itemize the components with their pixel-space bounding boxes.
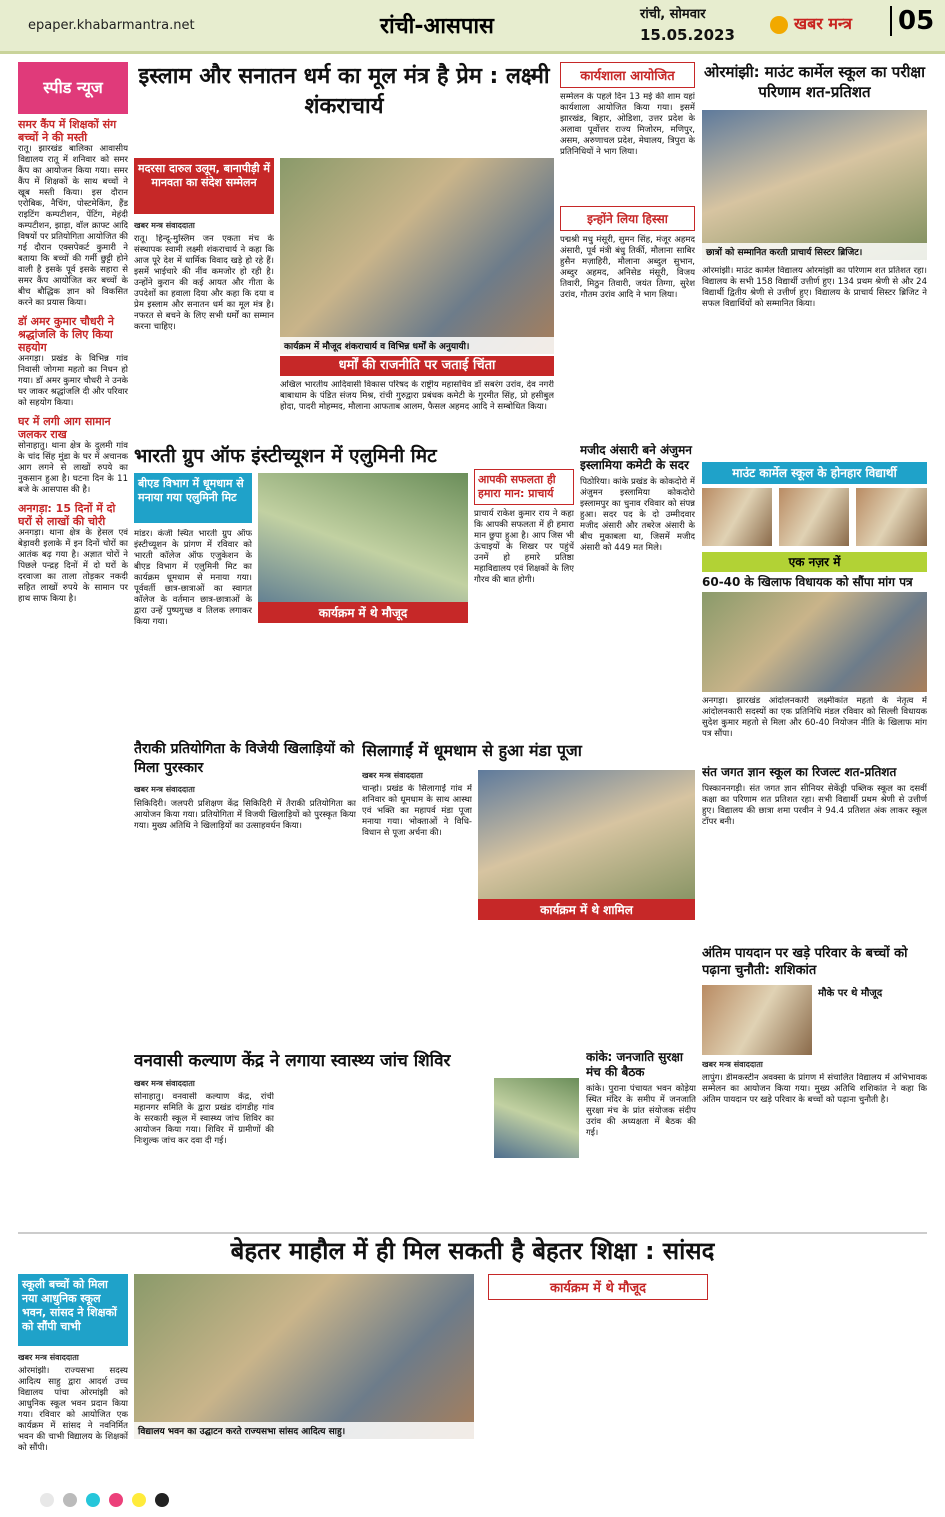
- kanke-headline: कांके: जनजाति सुरक्षा मंच की बैठक: [586, 1050, 683, 1079]
- bharti-body: मांडर। कंजी स्थित भारती ग्रुप ऑफ इंस्टीच्यूशन के प्रांगण में रविवार को भारती कॉलेज ऑफ एजुकेशन के बीएड विभाग में एलुमिनी मिट का कार्यक्रम धूमधाम से मनाया गया। पूर्ववर्ती छात्र-छात्राओं का स्वागत कॉलेज के वर्तमान छात्र-छात्राओं के द्वारा उन्हें पुष्पगुच्छ व तिलक लगाकर किया गया।: [134, 529, 252, 627]
- antim-byline: खबर मन्त्र संवाददाता: [702, 1060, 763, 1069]
- kanke-body: कांके। पुराना पंचायत भवन कोड़ेया स्थित मंदिर के समीप में जनजाति सुरक्षा मंच के प्रांत संयोजक संदीप उरांव की अध्यक्षता में बैठक की गई।: [586, 1084, 696, 1138]
- photo-caption: कार्यक्रम में मौजूद शंकराचार्य व विभिन्न धर्मों के अनुयायी।: [280, 337, 554, 354]
- antim-headline: अंतिम पायदान पर खड़े परिवार के बच्चों को पढ़ाना चुनौती: शशिकांत: [702, 946, 908, 978]
- ek-nazar-story: [702, 552, 927, 757]
- section-title: रांची-आसपास: [380, 14, 494, 39]
- saansad-headline: बेहतर माहौल में ही मिल सकती है बेहतर शिक्षा : सांसद: [230, 1237, 715, 1265]
- registration-dot: [109, 1493, 123, 1507]
- saansad-subhead: स्कूली बच्चों को मिला नया आधुनिक स्कूल भवन, सांसद ने शिक्षकों को सौंपी चाभी: [18, 1274, 128, 1346]
- speed-news-column: [18, 62, 128, 1232]
- toppers-banner: माउंट कार्मेल स्कूल के होनहार विद्यार्थी: [702, 462, 927, 484]
- vanvasi-photo: [494, 1078, 579, 1158]
- registration-dot: [63, 1493, 77, 1507]
- lead-body: रातू। हिन्दू-मुस्लिम जन एकता मंच के संस्थापक स्वामी लक्ष्मी शंकराचार्य ने कहा कि आज पूरे देश में धार्मिक विवाद खड़े हो रहे हैं। इसमें भाईचारे की नींव कमजोर हो रही है। उन्होंने कुरान की कई आयत और गीता के उपदेशों का हवाला दिया और कहा कि दया व प्रेम इस्लाम और सनातन धर्म का मूल मंत्र है। नफरत से बचने के लिए सभी धर्मों का सम्मान करना चाहिए।: [134, 234, 274, 332]
- workshop-tag: कार्यशाला आयोजित: [560, 62, 695, 88]
- manda-photo: [478, 770, 695, 920]
- registration-dot: [155, 1493, 169, 1507]
- registration-dot: [40, 1493, 54, 1507]
- antim-photo: [702, 985, 812, 1055]
- nazar-photo: [702, 592, 927, 692]
- bharti-headline: भारती ग्रुप ऑफ इंस्टीच्यूशन में एलुमिनी मिट: [134, 445, 437, 467]
- speed-news-title: घर में लगी आग सामान जलकर राख: [18, 415, 111, 441]
- topper-photo: [856, 488, 927, 546]
- manda-story: [362, 740, 695, 1050]
- lead-photo: [280, 158, 554, 354]
- speed-news-title: अनगड़ा: 15 दिनों में दो घरों से लाखों की चोरी: [18, 502, 116, 528]
- speed-news-body: अनगड़ा। थाना क्षेत्र के हेसल एवं बेड़ावरी इलाके में इन दिनों चोरों का आतंक बढ़ गया है। अज्ञात चोरों ने पिछले पन्द्रह दिनों में दो घरों के दरवाजा का ताला तोड़कर नकदी सहित लाखों रुपये के सामान पर हाथ साफ किया है।: [18, 528, 128, 604]
- vanvasi-body: सोनाहातु। वनवासी कल्याण केंद्र, रांची महानगर समिति के द्वारा प्रखंड दांगडीह गांव के सरकारी स्कूल में स्वास्थ्य जांच शिविर का आयोजन किया गया। शिविर में ग्रामीणों की निःशुल्क जांच कर दवा दी गई।: [134, 1092, 274, 1146]
- lead-sub-headline: धर्मों की राजनीति पर जताई चिंता: [280, 356, 554, 376]
- lead-subhead: मदरसा दारुल उलूम, बानापीड़ी में मानवता का संदेश सम्मेलन: [134, 158, 274, 214]
- site-url[interactable]: epaper.khabarmantra.net: [28, 18, 195, 33]
- mount-carmel-headline: ओरमांझी: माउंट कार्मेल स्कूल का परीक्षा परिणाम शत-प्रतिशत: [704, 63, 925, 101]
- anjuman-body: पिठोरिया। कांके प्रखंड के कोकदोरो में अंजुमन इस्लामिया कोकदोरो इस्लामपुर का चुनाव रविवार को संपन्न हुआ। सदर पद के दो उम्मीदवार मजीद अंसारी और तबरेज अंसारी के बीच मुकाबला था, जिसमें मजीद अंसारी को 449 मत मिले।: [580, 477, 695, 553]
- speed-news-body: अनगड़ा। प्रखंड के विभिन्न गांव निवासी जोगमा महतो का निधन हो गया। डॉ अमर कुमार चौधरी ने उनके घर जाकर श्रद्धांजलि दी और परिवार को सहयोग किया।: [18, 354, 128, 408]
- manda-headline: सिलागाईं में धूमधाम से हुआ मंडा पूजा: [362, 741, 582, 760]
- mount-carmel-story: [702, 62, 927, 532]
- manda-body: चान्हो। प्रखंड के सिलागाईं गांव में शनिवार को धूमधाम के साथ आस्था एवं भक्ति का महापर्व मंडा पूजा मनाया गया। भोक्ताओं ने विधि-विधान से पूजा अर्चना की।: [362, 784, 472, 838]
- topper-photo: [702, 488, 772, 546]
- antim-body: लापुंग। डीमकस्टीन अवक्सा के प्रांगण में संचालित विद्यालय में अभिभावक सम्मेलन का आयोजन किया गया। मुख्य अतिथि शशिकांत ने कहा कि अंतिम पायदान पर खड़े परिवार के बच्चों को पढ़ाना चुनौती है।: [702, 1073, 927, 1105]
- edition-date: 15.05.2023: [640, 26, 735, 44]
- vanvasi-headline: वनवासी कल्याण केंद्र ने लगाया स्वास्थ्य जांच शिविर: [134, 1051, 451, 1071]
- mount-carmel-body: ओरमांझी। माउंट कार्मेल विद्यालय ओरमांझी का परिणाम शत प्रतिशत रहा। विद्यालय के सभी 158 विद्यार्थी उत्तीर्ण हुए। 134 प्रथम श्रेणी से और 24 विद्यार्थी द्वितीय श्रेणी से उत्तीर्ण हुए। विद्यालय के प्राचार्य सिस्टर ब्रिजिट ने सफल विद्यार्थियों को सम्मानित किया।: [702, 266, 927, 309]
- photo-caption: छात्रों को सम्मानित करती प्राचार्य सिस्टर ब्रिजिट।: [702, 243, 927, 260]
- registration-dot: [86, 1493, 100, 1507]
- participants-body: पद्मश्री मधु मंसूरी, सुमन सिंह, मंजूर अहमद अंसारी, पूर्व मंत्री बंधु तिर्की, मौलाना साबिर हुसैन मज़ाहिरी, मौलाना अब्दुल सुभान, अब्दुर अहमद, अनिसेड मंसूरी, विजय तिवारी, मिठुन तिवारी, जयंत तिग्गा, सुरेश उरांव, गौतम उरांव आदि ने भाग लिया।: [560, 235, 695, 300]
- nazar-body: अनगड़ा। झारखंड आंदोलनकारी लक्ष्मीकांत महतो के नेतृत्व में आंदोलनकारी सदस्यों का एक प्रतिनिधि मंडल रविवार को सिल्ली विधायक सुदेश कुमार महतो से मिला और 60-40 नियोजन नीति के खिलाफ मांग पत्र सौंपा।: [702, 696, 927, 739]
- mount-carmel-photo: [702, 110, 927, 260]
- saansad-story: [18, 1232, 927, 1482]
- sant-jagat-headline: संत जगत ज्ञान स्कूल का रिजल्ट शत-प्रतिशत: [702, 765, 897, 779]
- bharti-subhead: बीएड विभाग में धूमधाम से मनाया गया एलुमिनी मिट: [134, 473, 252, 523]
- tairaki-story: [134, 740, 356, 1050]
- nazar-headline: 60-40 के खिलाफ विधायक को सौंपा मांग पत्र: [702, 575, 913, 589]
- saansad-photo: [134, 1274, 474, 1439]
- manda-byline: खबर मन्त्र संवाददाता: [362, 771, 423, 780]
- vanvasi-story: [134, 1050, 579, 1225]
- color-registration-marks: [40, 1492, 905, 1512]
- logo-icon: [770, 16, 788, 34]
- saansad-tag: कार्यक्रम में थे मौजूद: [488, 1274, 708, 1300]
- lead-sub-body: अखिल भारतीय आदिवासी विकास परिषद के राष्ट्रीय महासचिव डॉ सबरंग उरांव, देव नगरी बाबाधाम के पंडित संजय मिश्र, रांची गुरुद्वारा प्रबंधक कमेटी के गुरमीत सिंह, प्रो हसीबुल होदा, पादरी मोहम्मद, मौलाना आफताब आलम, फैसल अहमद आदि ने सम्बोधित किया।: [280, 380, 554, 412]
- antim-sub: मौके पर थे मौजूद: [818, 988, 883, 999]
- anjuman-headline: मजीद अंसारी बने अंजुमन इस्लामिया कमेटी के सदर: [580, 443, 692, 472]
- lead-byline: खबर मन्त्र संवाददाता: [134, 221, 195, 230]
- speed-news-label: स्पीड न्यूज: [18, 62, 128, 114]
- photo-caption: कार्यक्रम में थे शामिल: [478, 899, 695, 920]
- anjuman-story: [580, 443, 695, 733]
- registration-dot: [132, 1493, 146, 1507]
- tairaki-body: सिकिदिरी। जलपरी प्रशिक्षण केंद्र सिकिदिरी में तैराकी प्रतियोगिता का आयोजन किया गया। प्रतियोगिता में विजयी खिलाड़ियों को पुरस्कृत किया गया। मुख्य अतिथि ने खिलाड़ियों का उत्साहवर्धन किया।: [134, 799, 356, 831]
- toppers-photos: [702, 488, 927, 546]
- lead-headline: इस्लाम और सनातन धर्म का मूल मंत्र है प्रेम : लक्ष्मी शंकराचार्य: [138, 64, 550, 119]
- tairaki-headline: तैराकी प्रतियोगिता के विजेयी खिलाड़ियों को मिला पुरस्कार: [134, 741, 355, 776]
- kanke-story: [586, 1050, 696, 1225]
- quote-body: प्राचार्य राकेश कुमार राय ने कहा कि आपकी सफलता में ही हमारा मान छुपा हुआ है। आप जिस भी ऊंचाइयों के शिखर पर पहुंचें उनमें हो हमारे प्रतिष्ठा महाविद्यालय एवं शिक्षकों के लिए गौरव की बात होगी।: [474, 509, 574, 585]
- photo-caption: कार्यक्रम में थे मौजूद: [258, 602, 468, 623]
- quote-head: आपकी सफलता ही हमारा मान: प्राचार्य: [474, 469, 574, 505]
- antim-story: [702, 945, 927, 1225]
- speed-news-title: समर कैंप में शिक्षकों संग बच्चों ने की मस्ती: [18, 118, 117, 144]
- vanvasi-byline: खबर मन्त्र संवाददाता: [134, 1079, 195, 1088]
- sant-jagat-body: पिस्काननगड़ी। संत जगत ज्ञान सीनियर सेकेंड्री पब्लिक स्कूल का दसवीं कक्षा का परिणाम शत प्रतिशत रहा। सभी विद्यार्थी प्रथम श्रेणी से उत्तीर्ण हुए। विद्यालय की छात्रा शमा परवीन ने 94.4 प्रतिशत अंक लाकर स्कूल टॉपर बनी।: [702, 784, 927, 827]
- saansad-byline: खबर मन्त्र संवाददाता: [18, 1353, 79, 1362]
- page-header: [0, 0, 945, 54]
- lead-story: [134, 62, 554, 437]
- saansad-body: ओरमांझी। राज्यसभा सदस्य आदित्य साहु द्वारा आदर्श उच्च विद्यालय पांचा ओरमांझी को आधुनिक स्कूल भवन प्रदान किया गया। रविवार को आयोजित एक कार्यक्रम में सांसद ने नवनिर्मित भवन की चाभी विद्यालय के शिक्षकों को सौंपी।: [18, 1366, 128, 1453]
- ek-nazar-label: एक नज़र में: [702, 552, 927, 572]
- speed-news-body: सोनाहातु। थाना क्षेत्र के दुलमी गांव के चांद सिंह मुंडा के घर में अचानक आग लगने से लाखों रुपये का नुकसान हुआ है। घटना दिन के 11 बजे के आसपास की है।: [18, 441, 128, 495]
- bharti-photo: [258, 473, 468, 623]
- brand-logo: खबर मन्त्र: [770, 12, 852, 34]
- page-number: 05: [890, 6, 934, 36]
- speed-news-body: रातू। झारखंड बालिका आवासीय विद्यालय रातू में शनिवार को समर कैंप का आयोजन किया गया। समर कैंप में शिक्षकों के साथ बच्चों ने खूब मस्ती किया। इस दौरान एरोबिक, नैचिंग, पोस्टमेकिंग, हैंड राइटिंग कम्पटीशन, पेंटिंग, मेहंदी कम्पटीशन, झाड़ा, वॉल क्राफ्ट आदि विषयों पर प्रतियोगिता आयोजित की गई दौरान एक्सपेकर्ट कुमारी ने बताया कि बच्चों की गर्मी छुट्टी होने वाली है इसके पूर्व इसके सहारा से समर कैंप आयोजित कर बच्चों के बीच बौद्धिक ज्ञान को विकसित करने का प्रयास किया।: [18, 144, 128, 308]
- tairaki-byline: खबर मन्त्र संवाददाता: [134, 785, 195, 794]
- participants-head: इन्होंने लिया हिस्सा: [560, 206, 695, 231]
- workshop-story: [560, 62, 695, 437]
- photo-caption: विद्यालय भवन का उद्घाटन करते राज्यसभा सांसद आदित्य साहु।: [134, 1422, 474, 1439]
- bharti-story: [134, 443, 574, 733]
- topper-photo: [779, 488, 849, 546]
- city-day: रांची, सोमवार: [640, 7, 706, 22]
- sant-jagat-story: [702, 764, 927, 939]
- workshop-body: सम्मेलन के पहले दिन 13 मई की शाम यहां कार्यशाला आयोजित किया गया। इसमें झारखंड, बिहार, ओडिशा, उत्तर प्रदेश के अलावा पूर्वोत्तर राज्य मिजोरम, मणिपुर, असम, अरुणाचल प्रदेश, मेघालय, त्रिपुरा के प्रतिनिधियों ने भाग लिया।: [560, 92, 695, 157]
- speed-news-title: डॉ अमर कुमार चौधरी ने श्रद्धांजलि के लिए किया सहयोग: [18, 315, 114, 354]
